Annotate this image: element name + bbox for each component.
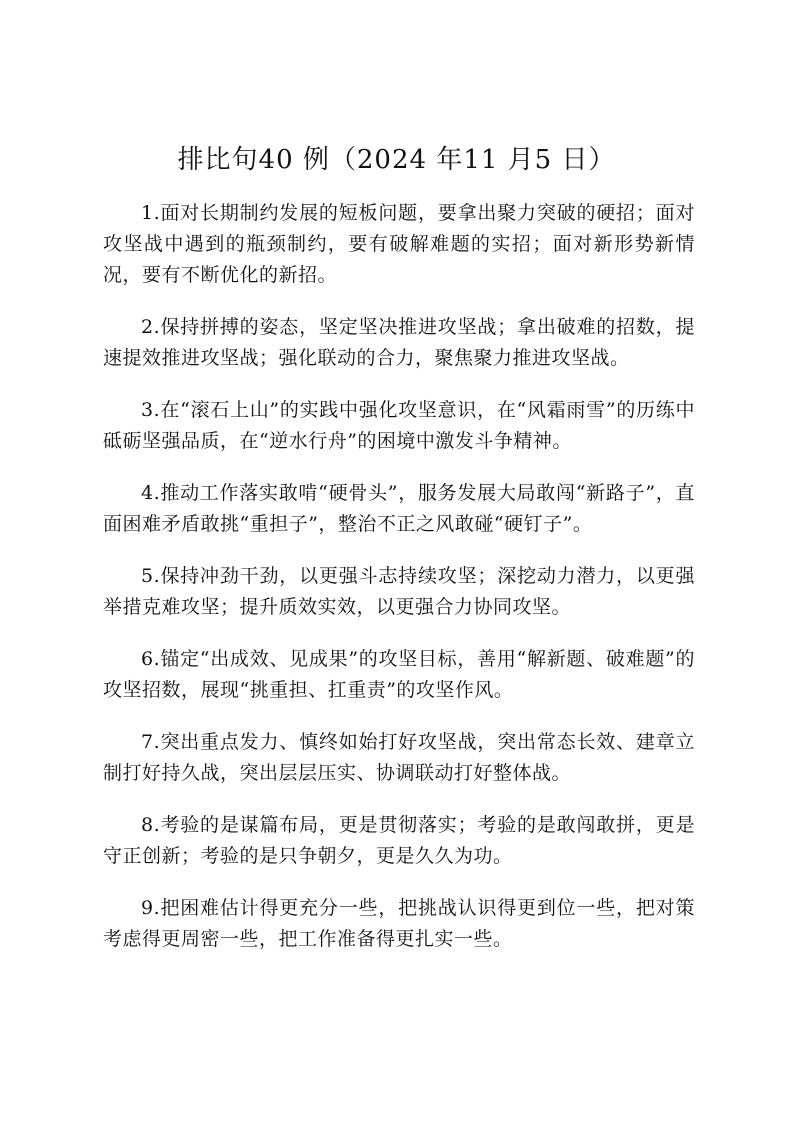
paragraph-7: 7.突出重点发力、慎终如始打好攻坚战，突出常态长效、建章立制打好持久战，突出层层压实、协调联动打好整体战。 [103, 731, 695, 784]
paragraph-9: 9.把困难估计得更充分一些，把挑战认识得更到位一些，把对策考虑得更周密一些，把工作准备得更扎实一些。 [103, 897, 695, 950]
paragraph-2: 2.保持拼搏的姿态，坚定坚决推进攻坚战；拿出破难的招数，提速提效推进攻坚战；强化联动的合力，聚焦聚力推进攻坚战。 [103, 316, 695, 369]
document-body [103, 198, 695, 976]
paragraph-3: 3.在“滚石上山”的实践中强化攻坚意识，在“风霜雨雪”的历练中砥砺坚强品质，在“逆水行舟”的困境中激发斗争精神。 [103, 399, 695, 452]
paragraph-8: 8.考验的是谋篇布局，更是贯彻落实；考验的是敢闯敢拼，更是守正创新；考验的是只争朝夕，更是久久为功。 [103, 814, 695, 867]
document-title: 排比句40 例（2024 年11 月5 日） [177, 145, 616, 175]
paragraph-4: 4.推动工作落实敢啃“硬骨头”，服务发展大局敢闯“新路子”，直面困难矛盾敢挑“重担子”，整治不正之风敢碰“硬钉子”。 [103, 482, 695, 535]
paragraph-6: 6.锚定“出成效、见成果”的攻坚目标，善用“解新题、破难题”的攻坚招数，展现“挑重担、扛重责”的攻坚作风。 [103, 648, 695, 701]
paragraph-1: 1.面对长期制约发展的短板问题，要拿出聚力突破的硬招；面对攻坚战中遇到的瓶颈制约，要有破解难题的实招；面对新形势新情况，要有不断优化的新招。 [103, 202, 695, 286]
paragraph-5: 5.保持冲劲干劲，以更强斗志持续攻坚；深挖动力潜力，以更强举措克难攻坚；提升质效实效，以更强合力协同攻坚。 [103, 565, 695, 618]
